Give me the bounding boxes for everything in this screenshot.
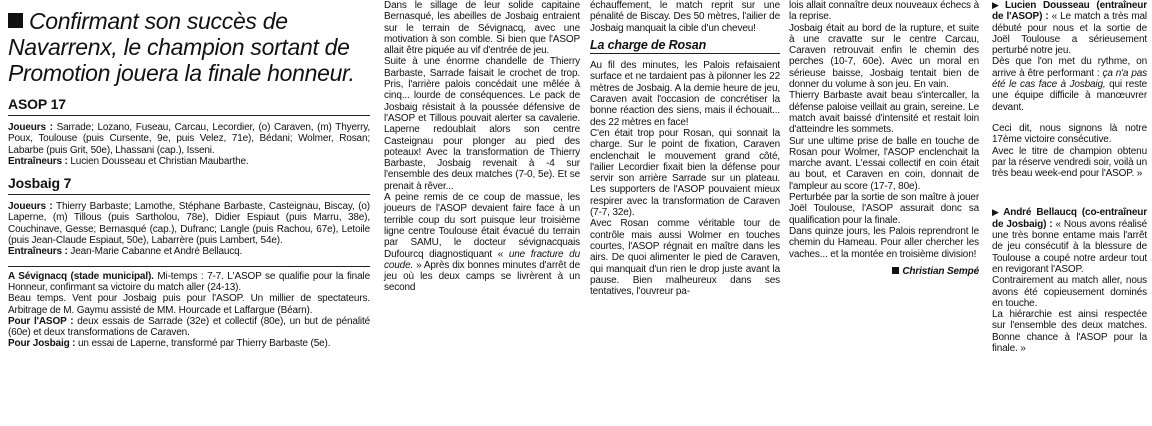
square-bullet-icon (892, 267, 899, 274)
article-paragraph: Josbaig était au bord de la rupture, et suite à une cravatte sur le centre Carcau, Caraven retrouvait enfin le chemin des perches (10-7, 60e). Avec un moral en sérieuse baisse, Josbaig tentait bien de donner du volume à son jeu. En vain. (789, 22, 979, 91)
josbaig-heading: Josbaig 7 (8, 175, 370, 195)
triangle-bullet-icon: ▶ (992, 207, 1002, 218)
asop-score: deux essais de Sarrade (32e) et collectif (80e), un but de pénalité (60e) et deux transformations de Caraven. (8, 315, 370, 339)
article-paragraph: Thierry Barbaste avait beau s'intercaller, la défense paloise veillait au grain, sereine. Le match avait baissé d'intensité et restait loin d'atteindre les sommets. (789, 90, 979, 136)
article-paragraph: Dans le sillage de leur solide capitaine Bernasqué, les abeilles de Josbaig entraient sur le terrain de Sévignacq, avec une motivation à son comble. Si bien que l'ASOP allait être piquée au vif d'entrée de jeu. (384, 0, 580, 57)
column-4 (789, 0, 979, 277)
article-paragraph: Dans quinze jours, les Palois reprendront le chemin du Hameau. Pour aller chercher les vaches... et la montée en troisième division! (789, 225, 979, 260)
asop-lineup (8, 122, 370, 167)
match-summary (8, 271, 370, 350)
square-bullet-icon (8, 13, 23, 28)
article-paragraph: Perturbée par la sortie de son maître à jouer Joël Toulouse, l'ASOP assurait donc sa qualification pour la finale. (789, 192, 979, 226)
asop-score-label: Pour l'ASOP : (8, 315, 74, 327)
column-1 (8, 0, 370, 358)
asop-coaches-label: Entraîneurs : (8, 155, 68, 167)
byline (789, 266, 979, 277)
triangle-bullet-icon: ▶ (992, 0, 1003, 10)
column-3 (590, 0, 780, 297)
josbaig-score-label: Pour Josbaig : (8, 338, 76, 350)
asop-heading: ASOP 17 (8, 96, 370, 116)
josbaig-players-label: Joueurs : (8, 201, 53, 213)
quote-block: ▶ André Bellaucq (co-entraîneur de Josbaig) : « Nous avons réalisé une très bonne entame mais l'arrêt de jeu consécutif à la blessure de Toulouse a coupé notre ardeur tout en revigorant l'ASOP. (992, 207, 1148, 275)
quote-block: ▶ Lucien Dousseau (entraîneur de l'ASOP) : « Le match a très mal débuté pour nous et la sortie de Joël Toulouse a sérieusement perturbé notre jeu. (992, 0, 1147, 57)
byline-author: Christian Sempé (902, 265, 979, 277)
quote-speaker: André Bellaucq (co-entraîneur de Josbaig) : (992, 207, 1147, 230)
headline-text: Confirmant son succès de Navarrenx, le champion sortant de Promotion jouera la finale honneur. (8, 8, 355, 86)
article-paragraph: Avec Rosan comme véritable tour de contrôle mais aussi Wolmer en touches courtes, l'ASOP régnait en maître dans les airs. De quoi alimenter le pied de Caraven, qui manquait d'un rien le drop juste avant la pause. Bien malheureux dans ses tentatives, l'ouvreur pa- (590, 218, 780, 298)
article-paragraph: lois allait connaître deux nouveaux échecs à la reprise. (789, 0, 979, 23)
quote-speaker: Lucien Dousseau (entraîneur de l'ASOP) : (992, 0, 1147, 23)
quote-paragraph: Ceci dit, nous signons là notre 17ème victoire consécutive. (992, 122, 1147, 146)
headline (8, 8, 370, 86)
article-paragraph: Sur une ultime prise de balle en touche de Rosan pour Wolmer, l'ASOP enclenchait la marche avant. L'essai collectif en coin était au bout, et Caraven en coin, donnait de l'ampleur au score (17-7, 80e). (789, 135, 979, 192)
quote-paragraph: Avec le titre de champion obtenu par la réserve vendredi soir, voilà un très beau week-end pour l'ASOP. » (992, 145, 1147, 180)
josbaig-lineup (8, 201, 370, 257)
josbaig-players: Thierry Barbaste; Lamothe, Stéphane Barbaste, Casteignau, Biscay, (o) Laperne, (m) Tillous (puis Sartholou, 78e), Didier Espiaut (puis Marru, 38e), Couchinave, Gesse; Bernasqué (cap.), Dufranc; Langle (puis Rachou, 67e), Letoile (puis Jean-Claude Espiaut, 50e), Labarrère (puis Lambert, 54e). (8, 201, 370, 247)
quote-paragraph: Contrairement au match aller, nous avons été copieusement dominés en touche. (992, 275, 1147, 309)
article-paragraph: échauffement, le match reprit sur une pénalité de Biscay. Des 50 mètres, l'ailier de Josbaig manquait la cible d'un cheveu! (590, 0, 780, 34)
quote-paragraph: Dès que l'on met du rythme, on arrive à être performant : ça n'a pas été le cas face à Josbaig, qui reste une équipe difficile à manœuvrer devant. (992, 56, 1147, 113)
column-5 (992, 0, 1147, 354)
quote-paragraph: La hiérarchie est ainsi respectée sur l'ensemble des deux matches. Bonne chance à l'ASOP pour la finale. » (992, 309, 1147, 355)
article-paragraph: A peine remis de ce coup de massue, les joueurs de l'ASOP devaient faire face à un terrible coup du sort puisque leur troisième ligne centre Toulouse était évacué du terrain par SAMU, le docteur sévignacquais Dufourcq diagnostiquant « une fracture du coude. » Après dix bonnes minutes d'arrêt de jeu où les deux camps se livrèrent à un second (384, 192, 580, 294)
quote-italic: une fracture du coude. (384, 248, 580, 271)
asop-coaches: Lucien Dousseau et Christian Maubarthe. (70, 155, 249, 167)
divider (8, 266, 370, 267)
article-paragraph: Au fil des minutes, les Palois refaisaient surface et ne tardaient pas à pilonner les 22 mètres de Josbaig. A la demie heure de jeu, Caraven avait l'occasion de concrétiser la bonne réaction des siens, mais il échouait... des 22 mètres en face! (590, 60, 780, 128)
asop-players-label: Joueurs : (8, 122, 53, 133)
column-2 (384, 0, 580, 294)
venue-text: Mi-temps : 7-7. L'ASOP se qualifie pour la finale Honneur, confirmant sa victoire du match aller (24-13). (8, 270, 370, 293)
section-heading: La charge de Rosan (590, 40, 780, 54)
article-paragraph: C'en était trop pour Rosan, qui sonnait la charge. Sur le point de fixation, Caraven enclenchait le mouvement grand côté, l'ailier Lecordier fixait bien la défense pour servir son arrière Sarrade sur un plateau. Les supporters de l'ASOP pouvaient mieux respirer avec la transformation de Caraven (7-7, 32e). (590, 127, 780, 219)
asop-players: Sarrade; Lozano, Fuseau, Carcau, Lecordier, (o) Caraven, (m) Thyerry, Poux, Toulouse (puis Cursente, 9e, puis Velez, 71e), Bédani; Wolmer, Rosan; Labarbe (puis Grit, 50e), Lhassani (cap.), Isseni. (8, 122, 370, 156)
josbaig-coaches-label: Entraîneurs : (8, 246, 68, 258)
venue-label: A Sévignacq (stade municipal). (8, 270, 154, 282)
match-conditions: Beau temps. Vent pour Josbaig puis pour l'ASOP. Un millier de spectateurs. Arbitrage de M. Gaymu assisté de MM. Hourcade et Laffargue (Béarn). (8, 293, 370, 316)
article-paragraph: Suite à une énorme chandelle de Thierry Barbaste, Sarrade faisait le crochet de trop. Pris, l'arrière palois concédait une mêlée à cinq... lourde de conséquences. Le pack de Josbaig résistait à la poussée défensive de l'ASOP et Tillous pouvait alerter sa cavalerie. Laperne redoublait alors son centre Casteignau pour plonger au pied des poteaux! Avec la transformation de Thierry Barbaste, Josbaig revenait à -4 sur l'ensemble des deux matches (7-0, 5e). Et se prenait à rêver... (384, 56, 580, 192)
josbaig-coaches: Jean-Marie Cabanne et André Bellaucq. (70, 246, 243, 258)
josbaig-score: un essai de Laperne, transformé par Thierry Barbaste (5e). (78, 338, 331, 350)
